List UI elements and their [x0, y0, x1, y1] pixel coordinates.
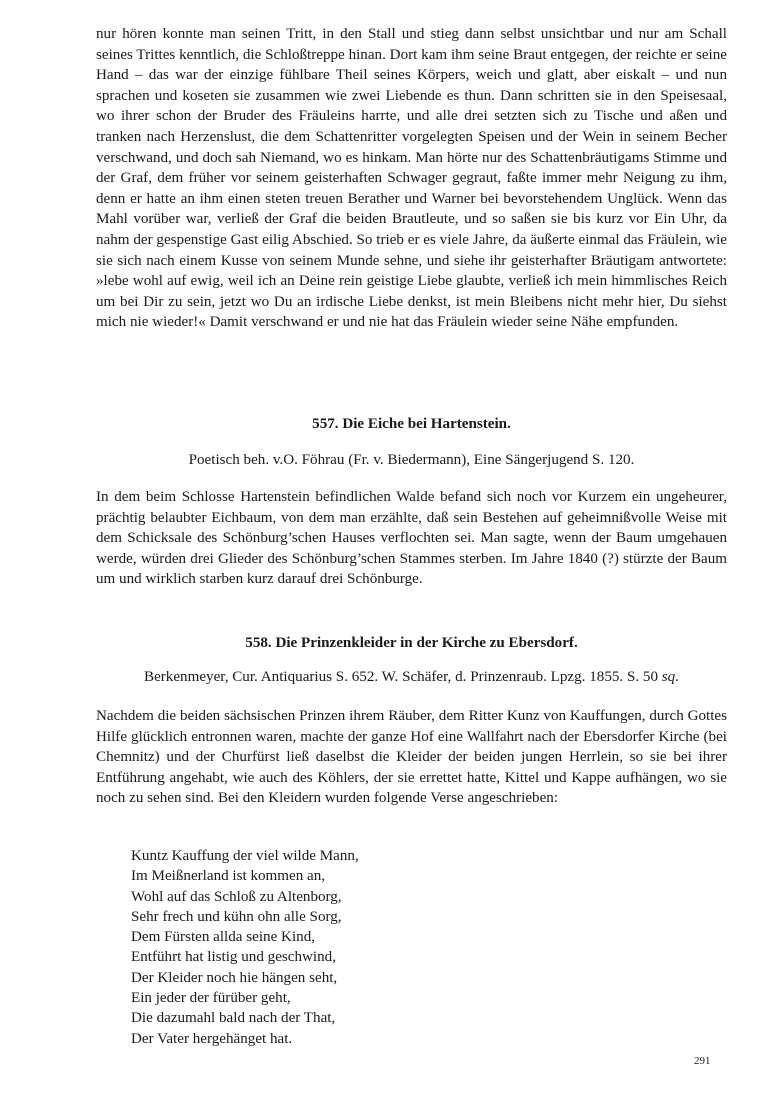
verse-line: Der Vater hergehänget hat. — [131, 1030, 293, 1047]
section-558-title: 558. Die Prinzenkleider in der Kirche zu Ebersdorf. — [245, 635, 578, 651]
section-557-title: 557. Die Eiche bei Hartenstein. — [312, 416, 511, 432]
section-558-source — [96, 667, 727, 688]
verse-line: Ein jeder der fürüber geht, — [131, 990, 291, 1007]
verse-line: Kuntz Kauffung der viel wilde Mann, — [131, 848, 359, 864]
paragraph-continuation: nur hören konnte man seinen Tritt, in den Stall und stieg dann selbst unsichtbar und nur am Schall seines Trittes kenntlich, die Schloßtreppe hinan. Dort kam ihm seine Braut entgegen, der reichte er seine Hand – das war der einzige fühlbare Theil seines Körpers, weich und glatt, aber eiskalt – und nun sprachen und koseten sie zusammen wie zwei Liebende es thun. Dann schritten sie in den Speisesaal, wo ihrer schon der Bruder des Fräuleins harrte, und alle drei setzten sich zu Tische und aßen und tranken nach Herzenslust, die dem Schattenritter vorgelegten Speisen und der Wein in seinem Becher verschwand, und doch sah Niemand, wo es hinkam. Man hörte nur des Schattenbräutigams Stimme und der Graf, dem früher vor seinem geisterhaften Schwager gegraut, faßte immer mehr Neigung zu ihm, denn er hatte an ihm einen steten treuen Berather und Warner bei bevorstehendem Unglück. Wenn das Mahl vorüber war, verließ der Graf die beiden Brautleute, und so saßen sie bis kurz vor Ein Uhr, da nahm der gespenstige Gast eilig Abschied. So trieb er es viele Jahre, da äußerte einmal das Fräulein, wie sie sich nach einem Kusse von seinem Munde sehne, und siehe ihr geisterhafter Bräutigam antwortete: »lebe wohl auf ewig, weil ich an Deine rein geistige Liebe glaubte, verließ ich mein himmlisches Reich um bei Dir zu sein, jetzt wo Du an irdische Liebe denkst, ist mein Bleibens nicht mehr hier, Du siehst mich nie wieder!« Damit verschwand er und nie hat das Fräulein wieder seine Nähe empfunden. — [96, 26, 727, 331]
page-number: 291 — [694, 1055, 711, 1067]
verse-line: Im Meißnerland ist kommen an, — [131, 868, 326, 885]
section-557-source: Poetisch beh. v.O. Föhrau (Fr. v. Biedermann), Eine Sängerjugend S. 120. — [188, 452, 635, 468]
verse-line: Wohl auf das Schloß zu Altenborg, — [131, 888, 342, 905]
verse-line: Entführt hat listig und geschwind, — [131, 949, 336, 966]
verse-line: Die dazumahl bald nach der That, — [131, 1010, 336, 1027]
section-558-text: Nachdem die beiden sächsischen Prinzen ihrem Räuber, dem Ritter Kunz von Kauffungen, durch Gottes Hilfe glücklich entronnen waren, machte der ganze Hof eine Wallfahrt nach der Ebersdorfer Kirche (bei Chemnitz) und der Churfürst ließ daselbst die Kleider der beiden jungen Herrlein, so sie bei ihrer Entführung angehabt, wie auch des Köhlers, der sie errettet hatte, Kittel und Kappe aufhängen, wo sie noch zu sehen sind. Bei den Kleidern wurden folgende Verse angeschrieben: — [96, 708, 727, 807]
section-558-source-italic: sq. — [661, 669, 679, 685]
verse-line: Dem Fürsten allda seine Kind, — [131, 929, 316, 946]
section-558-source-main: Berkenmeyer, Cur. Antiquarius S. 652. W. Schäfer, d. Prinzenraub. Lpzg. 1855. S. 50 — [144, 669, 662, 685]
verse-block — [131, 846, 359, 1049]
section-557-text: In dem beim Schlosse Hartenstein befindlichen Walde befand sich noch vor Kurzem ein ungeheurer, prächtig belaubter Eichbaum, von dem man erzählte, daß sein Bestehen auf geheimnißvolle Weise mit dem Schicksale des Schönburg’schen Hauses verflochten sei. Man sagte, wenn der Baum umgehauen werde, würden drei Glieder des Schönburg’schen Stammes sterben. Im Jahre 1840 (?) stürzte der Baum um und wirklich starben kurz darauf drei Schönburge. — [96, 489, 727, 588]
verse-line: Sehr frech und kühn ohn alle Sorg, — [131, 908, 342, 925]
verse-line: Der Kleider noch hie hängen seht, — [131, 969, 338, 986]
